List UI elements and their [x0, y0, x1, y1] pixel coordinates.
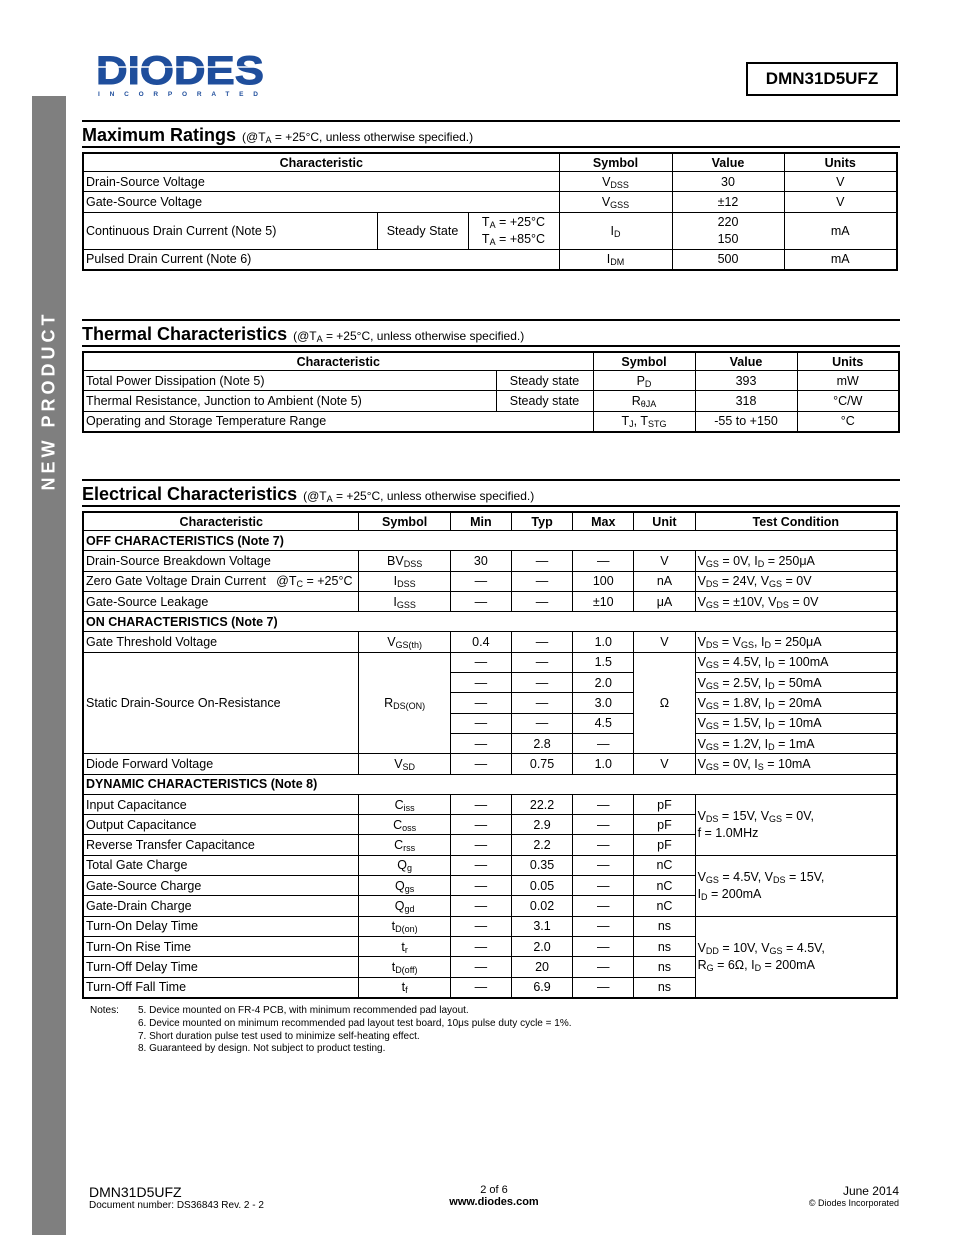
table-row: [83, 855, 897, 875]
sidebar-band: [32, 96, 66, 1235]
table-cell: $V_{GS} = 4.5V$, $V_{DS} = 15V$, $I_D = 200mA$: [695, 855, 897, 916]
table-cell: Turn-On Delay Time: [83, 916, 359, 936]
table-row: [83, 652, 897, 672]
table-cell: $R_{DS(ON)}$: [359, 652, 450, 753]
table-cell: Input Capacitance: [83, 794, 359, 814]
table-cell: Gate-Source Voltage: [83, 192, 559, 212]
column-header: Characteristic: [83, 512, 359, 531]
table-cell: —: [511, 591, 572, 611]
table-cell: —: [450, 957, 511, 977]
table-cell: Turn-Off Delay Time: [83, 957, 359, 977]
table-cell: —: [511, 571, 572, 591]
table-cell: —: [511, 652, 572, 672]
table-cell: 318: [695, 391, 797, 411]
table-row: [83, 632, 897, 652]
table-cell: $V_{DS} = V_{GS}$, $I_D = 250\mu A$: [695, 632, 897, 652]
website-link[interactable]: www.diodes.com: [449, 1196, 539, 1208]
column-header: Units: [784, 153, 897, 172]
table-cell: Steady state: [496, 371, 593, 391]
table-cell: —: [450, 916, 511, 936]
part-number-box: DMN31D5UFZ: [746, 62, 898, 96]
table-cell: Ω: [634, 652, 695, 753]
table-cell: $V_{SD}$: [359, 754, 450, 774]
column-header: Min: [450, 512, 511, 531]
table-row: [83, 212, 897, 249]
table-cell: 500: [672, 249, 784, 270]
table-cell: Zero Gate Voltage Drain Current $@T_C = +25^\circ C$: [83, 571, 359, 591]
table-cell: —: [573, 957, 634, 977]
section-row: [83, 612, 897, 632]
table-cell: 20: [511, 957, 572, 977]
table-cell: Operating and Storage Temperature Range: [83, 411, 593, 432]
table-cell: —: [511, 673, 572, 693]
table-header-row: [83, 153, 897, 172]
column-header: Symbol: [359, 512, 450, 531]
table-cell: $V_{GS} = 0V$, $I_D = 250\mu A$: [695, 551, 897, 571]
table-cell: $Q_{gd}$: [359, 896, 450, 916]
table-cell: $Q_{gs}$: [359, 876, 450, 896]
footer: [89, 1184, 899, 1214]
table-cell: 6.9: [511, 977, 572, 998]
table-cell: ON CHARACTERISTICS (Note 7): [83, 612, 897, 632]
table-cell: 0.75: [511, 754, 572, 774]
table-cell: —: [450, 815, 511, 835]
table-cell: $C_{oss}$: [359, 815, 450, 835]
column-header: Characteristic: [83, 153, 559, 172]
table-cell: —: [450, 591, 511, 611]
table-cell: —: [450, 673, 511, 693]
table-row: [83, 591, 897, 611]
page-number: 2 of 6: [480, 1184, 508, 1196]
svg-text:INCORPORATED: INCORPORATED: [98, 91, 258, 98]
note-item: 6. Device mounted on minimum recommended pad layout test board, 10μs pulse duty cycle = 1%.: [138, 1017, 572, 1029]
table-cell: —: [511, 551, 572, 571]
table-cell: 1.0: [573, 754, 634, 774]
table-cell: $I_{GSS}$: [359, 591, 450, 611]
table-cell: 1.5: [573, 652, 634, 672]
column-header: Units: [797, 352, 899, 371]
table-cell: $V_{GSS}$: [559, 192, 672, 212]
table-row: [83, 391, 899, 411]
table-cell: V: [784, 172, 897, 192]
table-cell: $V_{GS} = 1.8V$, $I_D = 20mA$: [695, 693, 897, 713]
table-cell: —: [511, 632, 572, 652]
table-cell: —: [450, 876, 511, 896]
table-cell: —: [450, 794, 511, 814]
table-cell: $V_{GS} = 2.5V$, $I_D = 50mA$: [695, 673, 897, 693]
table-cell: 100: [573, 571, 634, 591]
table-row: [83, 192, 897, 212]
table-cell: nC: [634, 855, 695, 875]
table-cell: OFF CHARACTERISTICS (Note 7): [83, 531, 897, 551]
table-cell: ns: [634, 916, 695, 936]
column-header: Symbol: [593, 352, 695, 371]
table-cell: 0.4: [450, 632, 511, 652]
svg-text:DIODES: DIODES: [96, 50, 264, 93]
table-cell: DYNAMIC CHARACTERISTICS (Note 8): [83, 774, 897, 794]
table-cell: Total Gate Charge: [83, 855, 359, 875]
table-cell: $V_{GS} = 1.2V$, $I_D = 1mA$: [695, 733, 897, 753]
table-row: [83, 754, 897, 774]
table-cell: Output Capacitance: [83, 815, 359, 835]
table-cell: $V_{DD} = 10V$, $V_{GS} = 4.5V$, $R_G = 6\Omega$, $I_D = 200mA$: [695, 916, 897, 998]
thermal-section: [82, 319, 900, 433]
table-cell: —: [573, 551, 634, 571]
table-cell: nC: [634, 876, 695, 896]
maximum-ratings-heading: Maximum Ratings ($@T_A = +25^\circ C$, unless otherwise specified.): [82, 120, 900, 148]
table-cell: —: [450, 936, 511, 956]
table-cell: —: [573, 896, 634, 916]
table-cell: $BV_{DSS}$: [359, 551, 450, 571]
table-cell: Steady state: [496, 391, 593, 411]
column-header: Unit: [634, 512, 695, 531]
table-cell: $V_{GS} = \pm 10V$, $V_{DS} = 0V$: [695, 591, 897, 611]
table-cell: $V_{GS} = 0V$, $I_S = 10mA$: [695, 754, 897, 774]
table-cell: $R_{\theta JA}$: [593, 391, 695, 411]
column-header: Max: [573, 512, 634, 531]
table-cell: mA: [784, 212, 897, 249]
table-cell: —: [573, 936, 634, 956]
table-cell: —: [450, 733, 511, 753]
table-cell: $P_D$: [593, 371, 695, 391]
table-cell: pF: [634, 794, 695, 814]
column-header: Characteristic: [83, 352, 593, 371]
table-header-row: [83, 352, 899, 371]
table-cell: —: [450, 652, 511, 672]
table-cell: —: [573, 916, 634, 936]
table-cell: nC: [634, 896, 695, 916]
table-cell: 30: [672, 172, 784, 192]
section-row: [83, 531, 897, 551]
table-cell: —: [573, 794, 634, 814]
footer-doc-number: Document number: DS36843 Rev. 2 - 2: [89, 1200, 264, 1211]
table-cell: $I_{DSS}$: [359, 571, 450, 591]
column-header: Value: [695, 352, 797, 371]
table-cell: μA: [634, 591, 695, 611]
table-cell: —: [511, 693, 572, 713]
maximum-ratings-table: [82, 152, 898, 271]
table-cell: 2.0: [511, 936, 572, 956]
table-cell: —: [450, 571, 511, 591]
table-cell: —: [450, 754, 511, 774]
table-row: [83, 551, 897, 571]
table-cell: —: [511, 713, 572, 733]
thermal-table: [82, 351, 900, 433]
table-cell: 2.2: [511, 835, 572, 855]
table-cell: ns: [634, 936, 695, 956]
thermal-heading: Thermal Characteristics ($@T_A = +25^\circ C$, unless otherwise specified.): [82, 319, 900, 347]
table-cell: 0.35: [511, 855, 572, 875]
electrical-heading: Electrical Characteristics ($@T_A = +25^\circ C$, unless otherwise specified.): [82, 479, 900, 507]
electrical-table: [82, 511, 898, 999]
table-cell: —: [573, 733, 634, 753]
table-cell: Drain-Source Breakdown Voltage: [83, 551, 359, 571]
table-cell: Gate-Source Leakage: [83, 591, 359, 611]
table-cell: -55 to +150: [695, 411, 797, 432]
table-cell: Thermal Resistance, Junction to Ambient (Note 5): [83, 391, 496, 411]
table-cell: Turn-Off Fall Time: [83, 977, 359, 998]
table-cell: $V_{GS} = 4.5V$, $I_D = 100mA$: [695, 652, 897, 672]
table-row: [83, 794, 897, 814]
note-item: 5. Device mounted on FR-4 PCB, with minimum recommended pad layout.: [138, 1005, 469, 1016]
table-cell: $V_{GS(th)}$: [359, 632, 450, 652]
electrical-section: [82, 479, 900, 999]
table-cell: ns: [634, 977, 695, 998]
column-header: Test Condition: [695, 512, 897, 531]
table-cell: $V_{GS} = 1.5V$, $I_D = 10mA$: [695, 713, 897, 733]
table-cell: —: [573, 855, 634, 875]
table-cell: —: [573, 815, 634, 835]
table-cell: 3.0: [573, 693, 634, 713]
table-cell: pF: [634, 815, 695, 835]
footer-date: June 2014: [842, 1184, 899, 1198]
table-header-row: [83, 512, 897, 531]
table-cell: $C_{iss}$: [359, 794, 450, 814]
table-cell: $Q_g$: [359, 855, 450, 875]
table-cell: mA: [784, 249, 897, 270]
footer-part: DMN31D5UFZ: [89, 1184, 182, 1200]
table-cell: mW: [797, 371, 899, 391]
table-cell: ±12: [672, 192, 784, 212]
table-cell: $I_{DM}$: [559, 249, 672, 270]
table-cell: V: [784, 192, 897, 212]
table-cell: pF: [634, 835, 695, 855]
table-cell: $t_r$: [359, 936, 450, 956]
sidebar-label: NEW PRODUCT: [38, 310, 59, 490]
table-cell: $V_{DS} = 15V$, $V_{GS} = 0V$, f = 1.0MHz: [695, 794, 897, 855]
table-cell: $t_{D(on)}$: [359, 916, 450, 936]
table-row: [83, 571, 897, 591]
table-cell: Pulsed Drain Current (Note 6): [83, 249, 559, 270]
table-row: [83, 411, 899, 432]
table-cell: Gate Threshold Voltage: [83, 632, 359, 652]
table-cell: —: [450, 835, 511, 855]
table-cell: Drain-Source Voltage: [83, 172, 559, 192]
table-cell: —: [450, 713, 511, 733]
table-cell: 2.8: [511, 733, 572, 753]
table-cell: °C/W: [797, 391, 899, 411]
table-cell: $V_{DSS}$: [559, 172, 672, 192]
maximum-ratings-section: [82, 120, 900, 271]
diodes-logo: [96, 50, 266, 98]
table-cell: $t_{D(off)}$: [359, 957, 450, 977]
table-cell: $T_J$, $T_{STG}$: [593, 411, 695, 432]
table-cell: 1.0: [573, 632, 634, 652]
note-item: 8. Guaranteed by design. Not subject to product testing.: [138, 1043, 386, 1055]
table-cell: Diode Forward Voltage: [83, 754, 359, 774]
table-cell: °C: [797, 411, 899, 432]
table-cell: $T_A = +25^\circ C$ $T_A = +85^\circ C$: [468, 212, 559, 249]
table-cell: V: [634, 551, 695, 571]
table-cell: $I_D$: [559, 212, 672, 249]
table-cell: —: [450, 896, 511, 916]
table-cell: 4.5: [573, 713, 634, 733]
table-cell: —: [573, 876, 634, 896]
table-cell: 22.2: [511, 794, 572, 814]
table-cell: nA: [634, 571, 695, 591]
table-cell: 3.1: [511, 916, 572, 936]
table-row: [83, 916, 897, 936]
table-cell: —: [573, 835, 634, 855]
table-cell: 220 150: [672, 212, 784, 249]
column-header: Symbol: [559, 153, 672, 172]
table-row: [83, 371, 899, 391]
table-cell: $t_f$: [359, 977, 450, 998]
table-cell: V: [634, 632, 695, 652]
table-cell: 2.9: [511, 815, 572, 835]
table-cell: Total Power Dissipation (Note 5): [83, 371, 496, 391]
table-cell: —: [450, 693, 511, 713]
table-cell: $V_{DS} = 24V$, $V_{GS} = 0V$: [695, 571, 897, 591]
column-header: Typ: [511, 512, 572, 531]
table-cell: 393: [695, 371, 797, 391]
table-cell: Reverse Transfer Capacitance: [83, 835, 359, 855]
table-cell: Turn-On Rise Time: [83, 936, 359, 956]
table-cell: 30: [450, 551, 511, 571]
table-cell: ns: [634, 957, 695, 977]
table-cell: 2.0: [573, 673, 634, 693]
table-cell: Steady State: [377, 212, 468, 249]
table-cell: —: [573, 977, 634, 998]
table-cell: $C_{rss}$: [359, 835, 450, 855]
note-item: 7. Short duration pulse test used to minimize self-heating effect.: [138, 1030, 420, 1042]
column-header: Value: [672, 153, 784, 172]
table-cell: Gate-Source Charge: [83, 876, 359, 896]
table-cell: Continuous Drain Current (Note 5): [83, 212, 377, 249]
table-cell: —: [450, 977, 511, 998]
table-row: [83, 249, 897, 270]
table-cell: Gate-Drain Charge: [83, 896, 359, 916]
table-cell: ±10: [573, 591, 634, 611]
table-cell: 0.05: [511, 876, 572, 896]
table-row: [83, 172, 897, 192]
section-row: [83, 774, 897, 794]
table-cell: Static Drain-Source On-Resistance: [83, 652, 359, 753]
table-cell: 0.02: [511, 896, 572, 916]
table-cell: V: [634, 754, 695, 774]
footer-copyright: © Diodes Incorporated: [808, 1198, 899, 1208]
table-cell: —: [450, 855, 511, 875]
